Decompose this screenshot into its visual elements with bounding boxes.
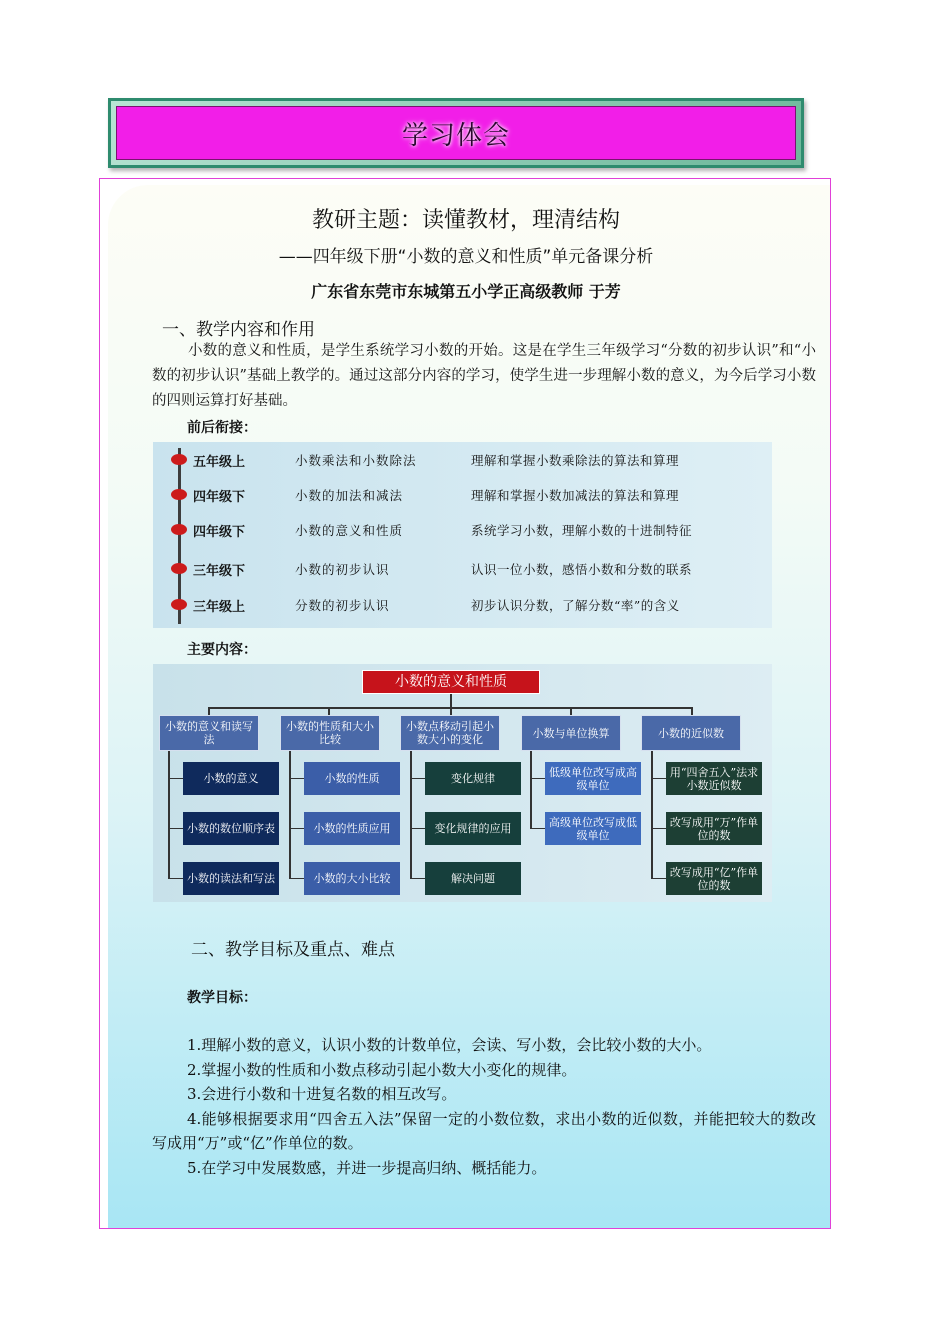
tree-connector <box>570 707 572 715</box>
timeline-grade: 三年级上 <box>193 600 246 615</box>
tree-connector <box>289 778 304 779</box>
tree-connector <box>530 751 532 829</box>
tree-connector <box>651 751 653 878</box>
tree-connector <box>410 828 425 829</box>
goals-label: 教学目标： <box>187 990 257 1006</box>
timeline-grade: 四年级下 <box>193 525 246 540</box>
content-tree <box>153 664 772 902</box>
timeline-topic: 小数的意义和性质 <box>295 523 404 538</box>
timeline-dot <box>171 599 187 610</box>
goal-item: 4.能够根据要求用“四舍五入法”保留一定的小数位数，求出小数的近似数，并能把较大的数改写成用“万”或“亿”作单位的数。 <box>152 1109 816 1152</box>
timeline-row <box>153 593 772 617</box>
timeline-desc: 理解和掌握小数加减法的算法和算理 <box>471 488 680 503</box>
timeline-grade: 三年级下 <box>193 564 246 579</box>
goal-item: 3.会进行小数和十进复名数的相互改写。 <box>187 1085 457 1103</box>
timeline-grade: 五年级上 <box>193 455 246 470</box>
tree-leaf: 小数的性质应用 <box>304 812 400 845</box>
section2-heading: 二、教学目标及重点、难点 <box>191 940 395 960</box>
tree-connector <box>289 828 304 829</box>
tree-connector <box>410 778 425 779</box>
tree-connector <box>450 694 452 708</box>
goal-item: 1.理解小数的意义，认识小数的计数单位，会读、写小数，会比较小数的大小。 <box>187 1036 712 1054</box>
tree-connector <box>410 878 425 879</box>
content-frame <box>99 178 831 1229</box>
tree-connector <box>328 707 330 715</box>
links-label: 前后衔接： <box>187 420 257 436</box>
timeline-panel <box>153 442 772 628</box>
timeline-dot <box>171 524 187 535</box>
tree-category: 小数的性质和大小比较 <box>280 715 380 751</box>
tree-leaf: 解决问题 <box>425 862 521 895</box>
tree-leaf: 变化规律 <box>425 762 521 795</box>
tree-connector <box>410 751 412 878</box>
timeline-row <box>153 518 772 542</box>
timeline-desc: 初步认识分数，了解分数“率”的含义 <box>471 598 680 613</box>
tree-leaf: 小数的数位顺序表 <box>183 812 279 845</box>
timeline-dot <box>171 563 187 574</box>
timeline-topic: 小数乘法和小数除法 <box>295 453 417 468</box>
tree-category: 小数与单位换算 <box>521 715 621 751</box>
timeline-row <box>153 557 772 581</box>
goals-list <box>152 1033 816 1180</box>
tree-connector <box>289 878 304 879</box>
timeline-desc: 理解和掌握小数乘除法的算法和算理 <box>471 453 680 468</box>
timeline-topic: 小数的加法和减法 <box>295 488 404 503</box>
tree-connector <box>651 828 666 829</box>
tree-connector <box>168 828 183 829</box>
tree-connector <box>651 878 666 879</box>
tree-connector <box>530 828 545 829</box>
tree-connector <box>168 878 183 879</box>
timeline-grade: 四年级下 <box>193 490 246 505</box>
timeline-dot <box>171 454 187 465</box>
timeline-topic: 分数的初步认识 <box>295 598 390 613</box>
tree-category: 小数点移动引起小数大小的变化 <box>400 715 500 751</box>
tree-leaf: 小数的意义 <box>183 762 279 795</box>
tree-leaf: 小数的大小比较 <box>304 862 400 895</box>
main-content-label: 主要内容： <box>187 642 257 658</box>
tree-connector <box>530 778 545 779</box>
tree-connector <box>168 778 183 779</box>
goal-item: 2.掌握小数的性质和小数点移动引起小数大小变化的规律。 <box>187 1060 577 1079</box>
tree-category: 小数的意义和读写法 <box>159 715 259 751</box>
tree-leaf: 低级单位改写成高级单位 <box>545 762 641 795</box>
goal-item: 5.在学习中发展数感，并进一步提高归纳、概括能力。 <box>187 1158 547 1177</box>
banner-border <box>111 101 801 165</box>
tree-connector <box>289 751 291 878</box>
tree-leaf: 改写成用“万”作单位的数 <box>666 812 762 845</box>
tree-leaf: 小数的读法和写法 <box>183 862 279 895</box>
tree-connector <box>168 751 170 878</box>
tree-leaf: 变化规律的应用 <box>425 812 521 845</box>
tree-leaf: 用“四舍五入”法求小数近似数 <box>666 762 762 795</box>
title-banner <box>108 98 804 168</box>
timeline-row <box>153 483 772 507</box>
timeline-row <box>153 448 772 472</box>
page-title: 教研主题：读懂教材，理清结构 <box>311 208 620 233</box>
tree-root: 小数的意义和性质 <box>362 670 540 694</box>
tree-category: 小数的近似数 <box>641 715 741 751</box>
timeline-desc: 认识一位小数，感悟小数和分数的联系 <box>471 562 693 577</box>
banner-title: 学习体会 <box>401 120 510 151</box>
tree-connector <box>691 707 693 715</box>
tree-connector <box>450 707 452 715</box>
tree-leaf: 改写成用“亿”作单位的数 <box>666 862 762 895</box>
section1-paragraph: 小数的意义和性质，是学生系统学习小数的开始。这是在学生三年级学习“分数的初步认识”和“小数的初步认识”基础上教学的。通过这部分内容的学习，使学生进一步理解小数的意义，为今后学习小数的四则运算打好基础。 <box>152 343 816 409</box>
author-line: 广东省东莞市东城第五小学正高级教师 于芳 <box>311 282 621 301</box>
timeline-dot <box>171 489 187 500</box>
tree-leaf: 高级单位改写成低级单位 <box>545 812 641 845</box>
timeline-desc: 系统学习小数，理解小数的十进制特征 <box>471 523 693 538</box>
tree-connector <box>208 707 210 715</box>
timeline-topic: 小数的初步认识 <box>295 562 390 577</box>
tree-leaf: 小数的性质 <box>304 762 400 795</box>
page-subtitle: ——四年级下册“小数的意义和性质”单元备课分析 <box>278 247 654 267</box>
banner-panel <box>116 106 796 160</box>
section1-heading: 一、教学内容和作用 <box>162 320 315 340</box>
tree-connector <box>651 778 666 779</box>
